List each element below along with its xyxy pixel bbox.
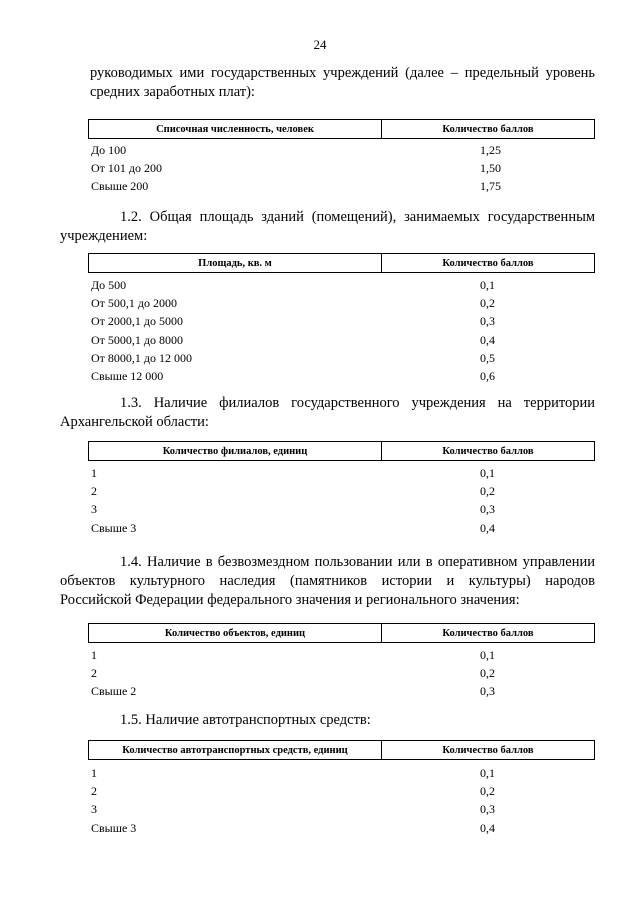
table4-col1-header: Количество объектов, единиц (89, 624, 382, 642)
table1-cell-value: 1,25 (480, 143, 501, 157)
table5-col2-header: Количество баллов (442, 744, 534, 756)
table1-cell-label: До 100 (91, 143, 127, 157)
table4-row (91, 646, 595, 664)
table3-cell-value: 0,1 (480, 466, 495, 480)
table2-cell-value: 0,6 (480, 368, 495, 383)
table2-cell-value: 0,4 (480, 332, 495, 347)
table2-row (91, 349, 595, 367)
table5-cell-value: 0,3 (480, 802, 495, 817)
table5-cell-label: Свыше 3 (91, 820, 137, 835)
table2-header (88, 253, 595, 273)
table2-row (91, 276, 595, 294)
section-1-2-line-1: 1.2. Общая площадь зданий (помещений), занимаемых государственным (120, 209, 595, 225)
table3-cell-value: 0,2 (480, 484, 495, 499)
table1-row (91, 159, 595, 177)
section-1-4-line-2: объектов культурного наследия (памятников истории и культуры) народов (60, 573, 595, 589)
section-1-3-line-1: 1.3. Наличие филиалов государственного учреждения на территории (120, 395, 595, 411)
intro-paragraph (90, 64, 595, 102)
table2-cell-value: 0,1 (480, 278, 495, 292)
table2-row (91, 367, 595, 385)
section-1-4-line-1: 1.4. Наличие в безвозмездном пользовании или в оперативном управлении (120, 554, 595, 570)
table3-cell-label: 2 (91, 484, 97, 499)
table2-cell-label: От 2000,1 до 5000 (91, 314, 184, 329)
table2-cell-value: 0,3 (480, 314, 495, 329)
table4-cell-label: Свыше 2 (91, 684, 137, 699)
table2-row (91, 294, 595, 312)
table4-row (91, 682, 595, 700)
table5-row (91, 782, 595, 800)
section-1-2 (60, 208, 595, 246)
table5-cell-value: 0,4 (480, 820, 495, 835)
table4-col2-header: Количество баллов (442, 627, 534, 639)
table3-col2-header: Количество баллов (442, 445, 534, 457)
table2-body (91, 276, 595, 385)
table3-row (91, 482, 595, 500)
table3-row (91, 464, 595, 482)
intro-line-1: руководимых ими государственных учреждений (далее – предельный уровень (90, 65, 595, 81)
table1-row (91, 177, 595, 195)
table2-cell-label: От 500,1 до 2000 (91, 296, 178, 311)
table1-cell-label: Свыше 200 (91, 179, 149, 194)
table3-cell-label: 1 (91, 466, 97, 480)
table4-body (91, 646, 595, 701)
table5-header (88, 740, 595, 760)
table5-cell-value: 0,2 (480, 784, 495, 799)
section-1-5-line-1: 1.5. Наличие автотранспортных средств: (120, 712, 371, 728)
table1-cell-value: 1,50 (480, 161, 501, 176)
table3-cell-value: 0,4 (480, 520, 495, 535)
table3-row (91, 519, 595, 537)
intro-line-2: средних заработных плат): (90, 84, 255, 100)
table5-cell-label: 3 (91, 802, 97, 817)
table5-col1-header: Количество автотранспортных средств, единиц (89, 741, 382, 759)
table2-row (91, 312, 595, 330)
section-1-3-line-2: Архангельской области: (60, 414, 209, 430)
table2-cell-label: От 5000,1 до 8000 (91, 332, 184, 347)
table1-col2-header: Количество баллов (442, 123, 534, 135)
table5-row (91, 800, 595, 818)
table3-body (91, 464, 595, 537)
section-1-5 (90, 711, 595, 730)
table5-row (91, 764, 595, 782)
table3-cell-label: Свыше 3 (91, 520, 137, 535)
table3-cell-label: 3 (91, 502, 97, 517)
table1-cell-label: От 101 до 200 (91, 161, 163, 176)
table2-cell-value: 0,2 (480, 296, 495, 311)
table3-col1-header: Количество филиалов, единиц (89, 442, 382, 460)
table1-header (88, 119, 595, 139)
table3-cell-value: 0,3 (480, 502, 495, 517)
table1-body (91, 141, 595, 196)
table4-cell-value: 0,3 (480, 684, 495, 699)
table5-cell-label: 1 (91, 766, 97, 780)
table5-cell-value: 0,1 (480, 766, 495, 780)
table4-cell-label: 1 (91, 648, 97, 662)
table4-cell-label: 2 (91, 666, 97, 681)
table2-cell-label: Свыше 12 000 (91, 368, 164, 383)
table4-row (91, 664, 595, 682)
table1-col1-header: Списочная численность, человек (89, 120, 382, 138)
table2-col1-header: Площадь, кв. м (89, 254, 382, 272)
table2-cell-value: 0,5 (480, 350, 495, 365)
table3-row (91, 500, 595, 518)
table2-col2-header: Количество баллов (442, 257, 534, 269)
table5-cell-label: 2 (91, 784, 97, 799)
table1-row (91, 141, 595, 159)
table5-body (91, 764, 595, 837)
section-1-2-line-2: учреждением: (60, 228, 148, 244)
section-1-4-line-3: Российской Федерации федерального значения и регионального значения: (60, 592, 520, 608)
table3-header (88, 441, 595, 461)
table5-row (91, 819, 595, 837)
table2-cell-label: От 8000,1 до 12 000 (91, 350, 193, 365)
section-1-3 (60, 394, 595, 432)
table4-cell-value: 0,2 (480, 666, 495, 681)
section-1-4 (60, 553, 595, 610)
table1-cell-value: 1,75 (480, 179, 501, 194)
table4-cell-value: 0,1 (480, 648, 495, 662)
page-number: 24 (313, 37, 327, 52)
table4-header (88, 623, 595, 643)
table2-row (91, 331, 595, 349)
table2-cell-label: До 500 (91, 278, 127, 292)
